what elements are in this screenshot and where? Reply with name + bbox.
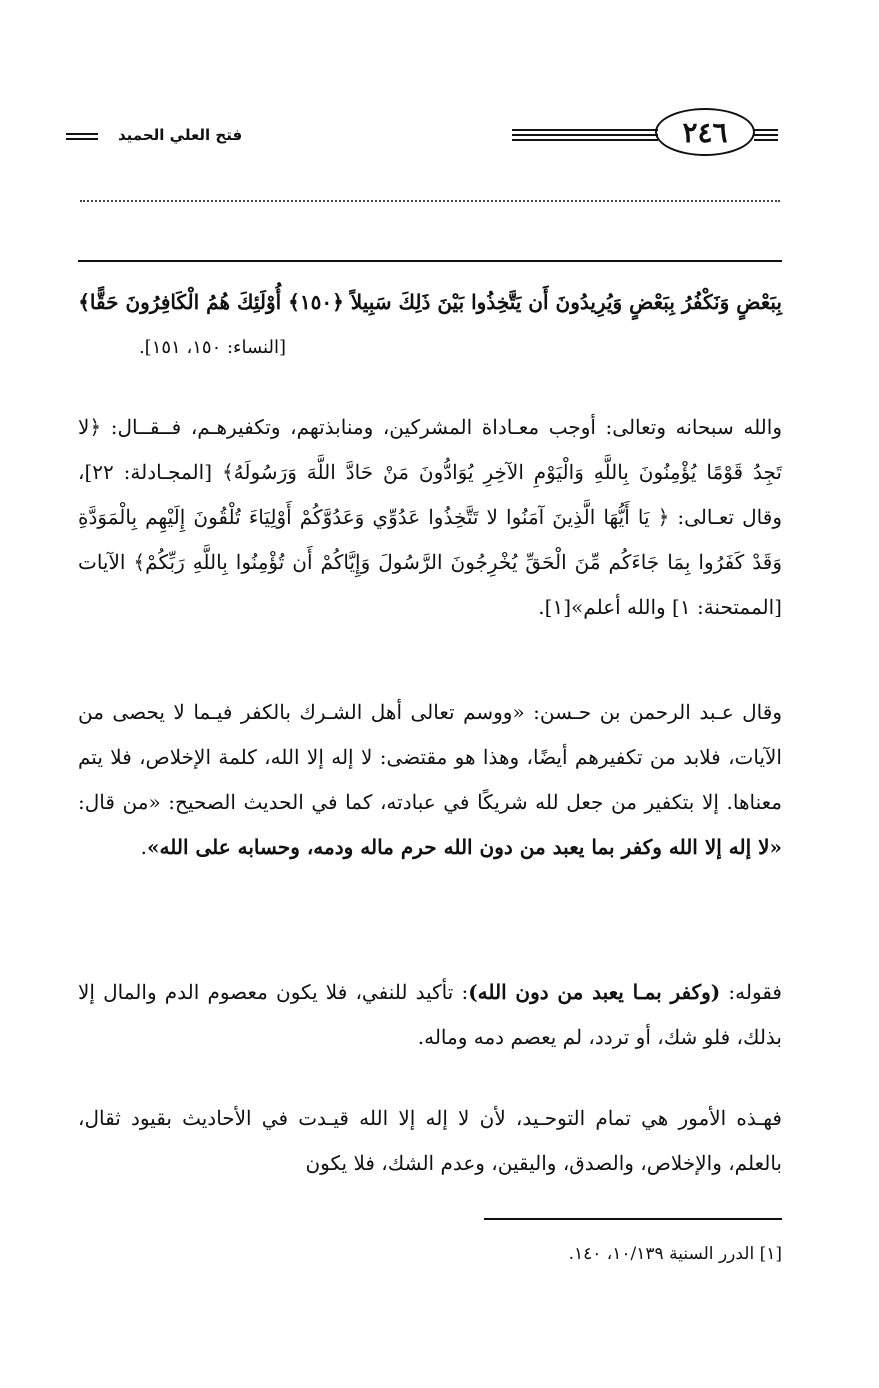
paragraph-3 [78, 690, 828, 870]
header-rule-left [66, 133, 98, 143]
footnote-rule [484, 1218, 782, 1220]
verse-continuation [78, 280, 782, 370]
hadith-quote: «لا إله إلا الله وكفر بما يعبد من دون الله حرم ماله ودمه، وحسابه على الله» [147, 835, 782, 859]
page-number: ٢٤٦ [655, 108, 755, 156]
paragraph-3-text: وقال عـبد الرحمن بن حـسن: «ووسم تعالى أهل الشـرك بالكفر فيـما لا يحصى من الآيات، فلابد من تكفيرهم أيضًا، وهذا هو مقتضى: لا إله إلا الله، كلمة الإخلاص، فلا يتم معناها. إلا بتكفير من جعل لله شريكًا في عبادته، كما في الحديث الصحيح: «من قال: [78, 700, 782, 814]
book-title: فتح العلي الحميد [118, 126, 243, 144]
paragraph-2: والله سبحانه وتعالى: أوجب معـاداة المشركين، ومنابذتهم، وتكفيرهـم، فــقــال: ﴿لا تَجِدُ قَوْمًا يُؤْمِنُونَ بِاللَّهِ وَالْيَوْمِ الآخِرِ يُوَادُّونَ مَنْ حَادَّ اللَّهَ وَرَسُولَهُ﴾ [المجـادلة: ٢٢]، وقال تعـالى: ﴿ يَا أَيُّهَا الَّذِينَ آمَنُوا لا تَتَّخِذُوا عَدُوِّي وَعَدُوَّكُمْ أَوْلِيَاءَ تُلْقُونَ إِلَيْهِم بِالْمَوَدَّةِ وَقَدْ كَفَرُوا بِمَا جَاءَكُم مِّنَ الْحَقِّ يُخْرِجُونَ الرَّسُولَ وَإِيَّاكُمْ أَن تُؤْمِنُوا بِاللَّهِ رَبِّكُمْ﴾ الآيات [الممتحنة: ١] والله أعلم»[١]. [78, 415, 782, 619]
quoted-phrase: (وكفر بمـا يعبد من دون الله) [468, 980, 721, 1004]
paragraph-4 [78, 970, 828, 1060]
paragraph-4-lead: فقوله: [728, 980, 782, 1004]
paragraph-5: فهـذه الأمور هي تمام التوحـيد، لأن لا إله إلا الله قيـدت في الأحاديث بقيود ثقال، بالعلم، والإخلاص، والصدق، واليقين، وعدم الشك، فلا يكون [78, 1106, 782, 1175]
content-top-rule [78, 260, 782, 262]
dotted-separator [80, 200, 780, 202]
paragraph-4-text: : تأكيد للنفي، فلا يكون معصوم الدم والمال إلا بذلك، فلو شك، أو تردد، لم يعصم دمه وماله. [78, 980, 782, 1049]
footnote: [١] الدرر السنية ١٠/١٣٩، ١٤٠. [568, 1244, 782, 1264]
quran-verse: بِبَعْضٍ وَنَكْفُرُ بِبَعْضٍ وَيُرِيدُونَ أَن يَتَّخِذُوا بَيْنَ ذَلِكَ سَبِيلاً ﴿١٥٠﴾ أُوْلَئِكَ هُمُ الْكَافِرُونَ حَقًّا﴾ [78, 290, 782, 314]
page-header [0, 100, 879, 170]
header-rule-far [754, 129, 778, 144]
verse-reference: [النساء: ١٥٠، ١٥١]. [138, 337, 286, 358]
header-rule-right [512, 129, 658, 144]
paragraph-3-end: . [140, 835, 147, 859]
